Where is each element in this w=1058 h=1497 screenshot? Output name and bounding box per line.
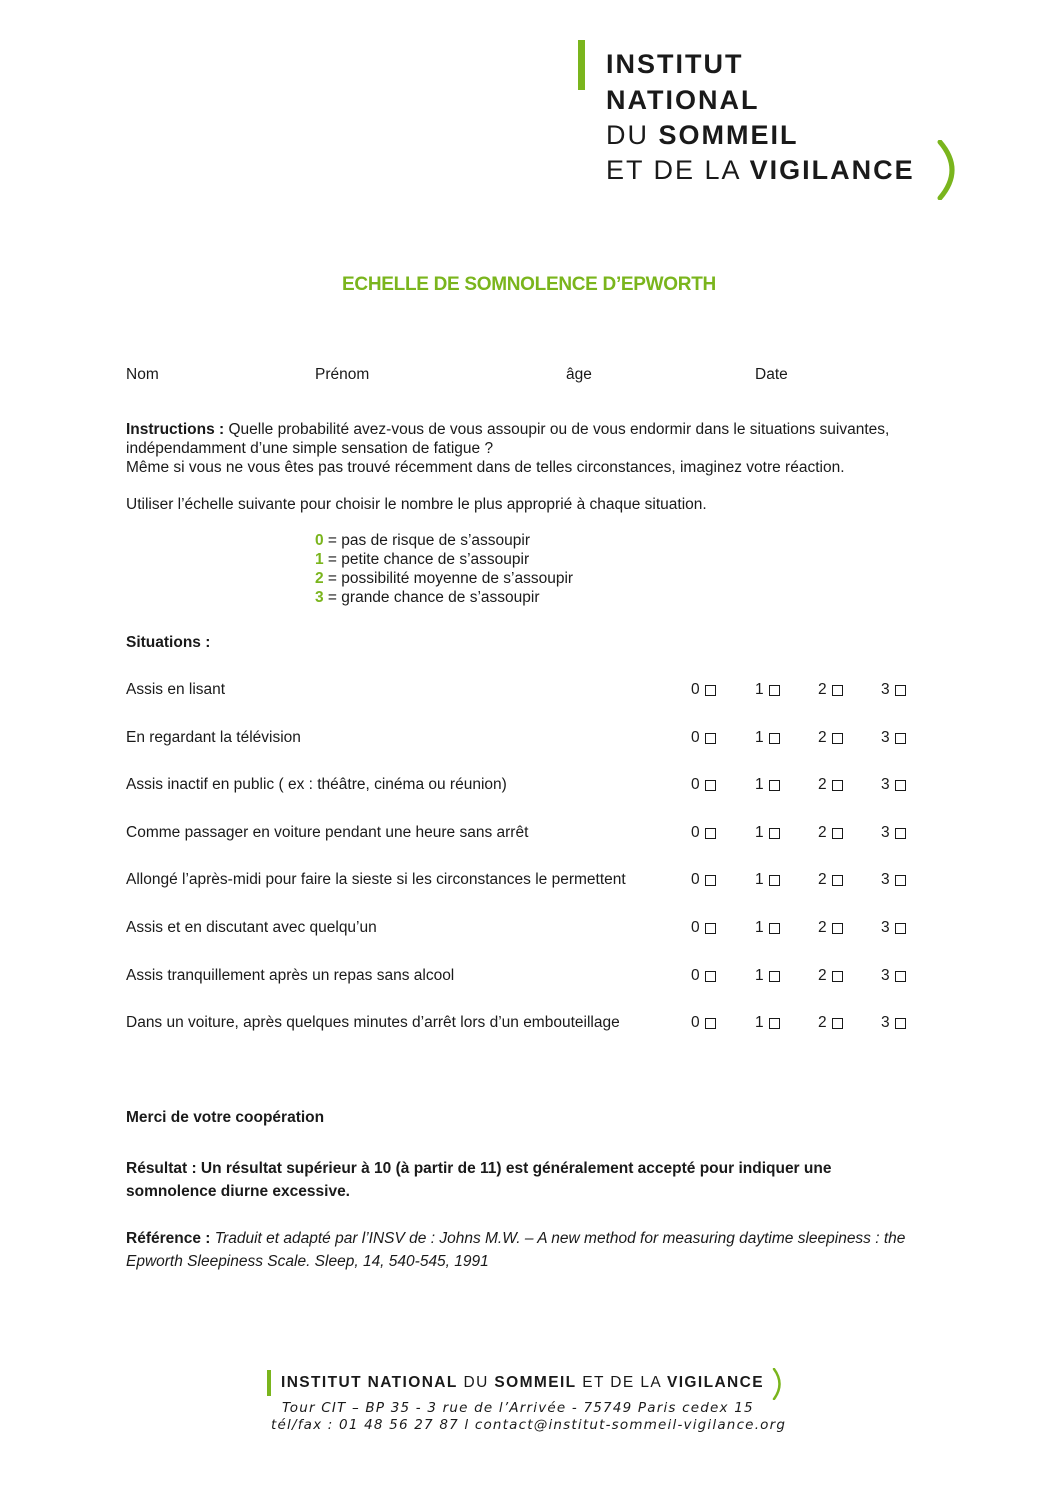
logo-accent-bar — [578, 40, 585, 90]
option-checkbox[interactable] — [895, 1018, 906, 1029]
option-checkbox[interactable] — [895, 828, 906, 839]
situation-option — [755, 681, 780, 699]
situation-option — [755, 919, 780, 937]
logo-line-4: ET DE LA VIGILANCE — [606, 155, 915, 185]
situation-option — [881, 1014, 906, 1032]
footer-contact: tél/fax : 01 48 56 27 87 l contact@institut-sommeil-vigilance.org — [271, 1417, 787, 1433]
option-number: 0 — [691, 919, 700, 936]
situation-label: Assis en lisant — [126, 681, 226, 698]
scale-item: 1 = petite chance de s’assoupir — [315, 551, 530, 568]
option-number: 1 — [755, 967, 764, 984]
option-checkbox[interactable] — [705, 828, 716, 839]
situation-label: Assis inactif en public ( ex : théâtre, cinéma ou réunion) — [126, 776, 507, 793]
option-number: 2 — [818, 681, 827, 698]
option-checkbox[interactable] — [832, 828, 843, 839]
option-number: 2 — [818, 776, 827, 793]
option-number: 3 — [881, 681, 890, 698]
option-number: 3 — [881, 967, 890, 984]
situation-option — [881, 919, 906, 937]
situation-option — [755, 1014, 780, 1032]
option-number: 0 — [691, 871, 700, 888]
option-checkbox[interactable] — [832, 780, 843, 791]
option-checkbox[interactable] — [769, 971, 780, 982]
option-checkbox[interactable] — [832, 685, 843, 696]
situation-option — [881, 729, 906, 747]
situation-label: Allongé l’après-midi pour faire la sieste si les circonstances le permettent — [126, 871, 626, 888]
situation-option — [818, 729, 843, 747]
option-checkbox[interactable] — [895, 971, 906, 982]
situation-option — [691, 681, 716, 699]
option-checkbox[interactable] — [705, 1018, 716, 1029]
situation-label: Dans un voiture, après quelques minutes d’arrêt lors d’un embouteillage — [126, 1014, 620, 1031]
option-checkbox[interactable] — [895, 685, 906, 696]
logo-line-3: DU SOMMEIL — [606, 120, 799, 150]
situation-label: Assis tranquillement après un repas sans alcool — [126, 967, 455, 984]
footer-parenthesis-icon — [770, 1368, 786, 1400]
result-text: Résultat : Un résultat supérieur à 10 (à partir de 11) est généralement accepté pour indiquer une somnolence diurne excessive. — [126, 1160, 832, 1200]
instructions-line-2: indépendamment d’une simple sensation de fatigue ? — [126, 440, 494, 457]
option-number: 0 — [691, 776, 700, 793]
situation-option — [881, 824, 906, 842]
option-checkbox[interactable] — [769, 733, 780, 744]
option-checkbox[interactable] — [895, 923, 906, 934]
option-checkbox[interactable] — [769, 780, 780, 791]
option-checkbox[interactable] — [769, 1018, 780, 1029]
situation-option — [881, 776, 906, 794]
option-checkbox[interactable] — [895, 780, 906, 791]
reference: Référence : Traduit et adapté par l’INSV de : Johns M.W. – A new method for measuring daytime sleepiness : the Epworth Sleepiness Scale. Sleep, 14, 540-545, 1991 — [126, 1230, 906, 1270]
option-checkbox[interactable] — [832, 923, 843, 934]
option-checkbox[interactable] — [832, 971, 843, 982]
scale-item: 0 = pas de risque de s’assoupir — [315, 532, 530, 549]
option-number: 3 — [881, 776, 890, 793]
option-number: 0 — [691, 824, 700, 841]
field-prenom: Prénom — [315, 366, 370, 383]
situation-option — [755, 776, 780, 794]
option-number: 3 — [881, 871, 890, 888]
option-number: 0 — [691, 681, 700, 698]
situation-option — [881, 871, 906, 889]
field-date: Date — [755, 366, 788, 383]
situation-option — [691, 871, 716, 889]
option-number: 1 — [755, 681, 764, 698]
scale-item: 3 = grande chance de s’assoupir — [315, 589, 540, 606]
logo-line-1: INSTITUT — [606, 49, 744, 79]
option-checkbox[interactable] — [832, 1018, 843, 1029]
situation-option — [691, 776, 716, 794]
option-number: 1 — [755, 871, 764, 888]
situation-option — [691, 824, 716, 842]
option-checkbox[interactable] — [895, 733, 906, 744]
field-age: âge — [566, 366, 592, 383]
option-checkbox[interactable] — [705, 780, 716, 791]
option-checkbox[interactable] — [769, 828, 780, 839]
instructions — [126, 420, 946, 477]
situation-option — [818, 871, 843, 889]
option-number: 0 — [691, 1014, 700, 1031]
thanks-text: Merci de votre coopération — [126, 1109, 325, 1126]
situation-option — [755, 871, 780, 889]
option-number: 2 — [818, 967, 827, 984]
option-number: 1 — [755, 776, 764, 793]
situation-option — [881, 681, 906, 699]
option-checkbox[interactable] — [832, 733, 843, 744]
situation-option — [691, 729, 716, 747]
situation-option — [818, 681, 843, 699]
option-number: 3 — [881, 824, 890, 841]
situations-heading: Situations : — [126, 634, 211, 651]
option-number: 0 — [691, 967, 700, 984]
footer-institute-name: INSTITUT NATIONAL DU SOMMEIL ET DE LA VIGILANCE — [281, 1374, 764, 1391]
option-number: 1 — [755, 1014, 764, 1031]
situation-option — [818, 1014, 843, 1032]
footer-address: Tour CIT – BP 35 - 3 rue de l’Arrivée - 75749 Paris cedex 15 — [282, 1400, 754, 1416]
option-checkbox[interactable] — [705, 971, 716, 982]
situation-option — [818, 824, 843, 842]
option-checkbox[interactable] — [769, 875, 780, 886]
option-number: 2 — [818, 729, 827, 746]
logo-parenthesis-icon — [930, 140, 970, 200]
usage-text: Utiliser l’échelle suivante pour choisir le nombre le plus approprié à chaque situation. — [126, 496, 707, 513]
situation-label: Assis et en discutant avec quelqu’un — [126, 919, 377, 936]
option-checkbox[interactable] — [705, 685, 716, 696]
situation-option — [691, 1014, 716, 1032]
field-nom: Nom — [126, 366, 159, 383]
situation-option — [818, 776, 843, 794]
scale-legend — [315, 531, 573, 607]
footer-accent-bar — [267, 1370, 271, 1396]
situation-option — [691, 919, 716, 937]
situation-option — [755, 729, 780, 747]
situation-option — [755, 824, 780, 842]
situation-label: En regardant la télévision — [126, 729, 301, 746]
situation-option — [691, 967, 716, 985]
option-number: 2 — [818, 824, 827, 841]
option-number: 2 — [818, 1014, 827, 1031]
option-number: 2 — [818, 871, 827, 888]
option-number: 3 — [881, 1014, 890, 1031]
scale-item: 2 = possibilité moyenne de s’assoupir — [315, 570, 574, 587]
page-title: ECHELLE DE SOMNOLENCE D’EPWORTH — [342, 274, 716, 295]
option-checkbox[interactable] — [705, 875, 716, 886]
option-checkbox[interactable] — [705, 733, 716, 744]
option-number: 3 — [881, 919, 890, 936]
option-number: 1 — [755, 729, 764, 746]
situation-label: Comme passager en voiture pendant une heure sans arrêt — [126, 824, 529, 841]
option-checkbox[interactable] — [832, 875, 843, 886]
option-number: 3 — [881, 729, 890, 746]
logo-line-2: NATIONAL — [606, 85, 760, 115]
situation-option — [755, 967, 780, 985]
situation-option — [818, 967, 843, 985]
option-checkbox[interactable] — [769, 685, 780, 696]
situation-option — [881, 967, 906, 985]
instructions-line-1: Instructions : Quelle probabilité avez-vous de vous assoupir ou de vous endormir dans le situations suivantes, — [126, 421, 890, 438]
option-checkbox[interactable] — [705, 923, 716, 934]
option-number: 1 — [755, 824, 764, 841]
option-number: 2 — [818, 919, 827, 936]
situation-option — [818, 919, 843, 937]
option-checkbox[interactable] — [769, 923, 780, 934]
option-number: 0 — [691, 729, 700, 746]
option-number: 1 — [755, 919, 764, 936]
instructions-line-3: Même si vous ne vous êtes pas trouvé récemment dans de telles circonstances, imaginez votre réaction. — [126, 459, 845, 476]
option-checkbox[interactable] — [895, 875, 906, 886]
